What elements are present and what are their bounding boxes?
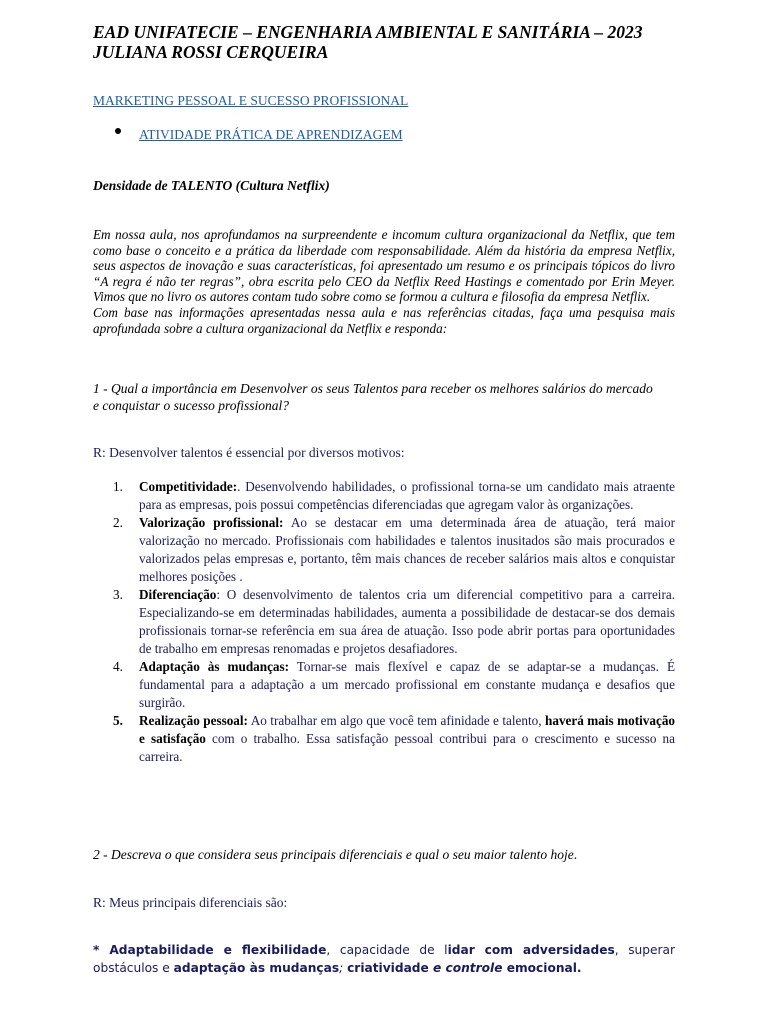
trait-creativity: criatividade [347, 961, 429, 975]
list-item-title: Diferenciação [139, 587, 217, 602]
section-subtitle: Densidade de TALENTO (Cultura Netflix) [93, 178, 330, 193]
trait-text: , superar obstáculos e [93, 943, 675, 975]
intro-paragraph-1: Em nossa aula, nos aprofundamos na surpreendente e incomum cultura organizacional da Netflix, que tem como base o conceito e a prática da liberdade com responsabilidade. Além da história da empresa Netflix, seus aspectos de inovação e suas características, foi apresentado um resumo e os principais tópicos do livro “A regra é não ter regras”, obra escrita pelo CEO da Netflix Reed Hastings e comentado por Erin Meyer. Vimos que no livro os autores contam tudo sobre como se formou a cultura e filosofia da empresa Netflix. [93, 227, 675, 305]
question-1: 1 - Qual a importância em Desenvolver os seus Talentos para receber os melhores salários do mercado e conquistar o sucesso profissional? [93, 381, 653, 413]
list-item-title: Valorização profissional: [139, 515, 284, 530]
list-item [93, 478, 675, 514]
trait-separator: ; [339, 961, 348, 975]
answer-1-intro: R: Desenvolver talentos é essencial por diversos motivos: [93, 445, 405, 460]
list-item-number: 5. [113, 713, 123, 728]
list-item [93, 712, 675, 766]
answer-2-intro: R: Meus principais diferenciais são: [93, 895, 288, 910]
trait-adversity: idar com adversidades [447, 943, 615, 957]
intro-paragraph-2: Com base nas informações apresentadas nessa aula e nas referências citadas, faça uma pesquisa mais aprofundada sobre a cultura organizacional da Netflix e responda: [93, 304, 675, 336]
list-item-title: Adaptação às mudanças: [139, 659, 290, 674]
list-item-text-2: com o trabalho. Essa satisfação pessoal contribui para o crescimento e sucesso na carreira. [139, 731, 676, 764]
list-item-title: Competitividade: [139, 479, 238, 494]
course-link[interactable]: MARKETING PESSOAL E SUCESSO PROFISSIONAL [93, 93, 409, 108]
question-2 [93, 847, 577, 864]
list-item-number: 4. [113, 659, 123, 674]
list-item-number: 1. [113, 479, 123, 494]
header-student-name: JULIANA ROSSI CERQUEIRA [93, 42, 329, 62]
list-item-text: Ao trabalhar em algo que você tem afinidade e talento, [247, 713, 542, 728]
list-item [93, 658, 675, 712]
trait-control: e controle [428, 961, 503, 975]
list-item-number: 2. [113, 515, 123, 530]
intro-text [93, 227, 675, 336]
list-item [93, 514, 675, 586]
bullet-icon [115, 128, 121, 134]
list-item-text: Ao se destacar em uma determinada área de atuação, terá maior valorização no mercado. Profissionais com habilidades e talentos inusitados são mais procurados e valorizados pelas empresas e, portanto, têm mais chances de receber salários mais altos e conquistar melhores posições . [139, 515, 675, 584]
question-2-text: 2 - Descreva o que considera seus principais diferenciais e qual o seu maior talento hoje [93, 847, 574, 862]
list-item-title: Realização pessoal: [139, 713, 248, 728]
trait-adaptation: adaptação às mudanças [173, 961, 340, 975]
list-item-title-2: haverá mais motivação e satisfação [139, 713, 676, 746]
question-2-period: . [573, 847, 578, 862]
list-item-text: Tornar-se mais flexível e capaz de se adaptar-se a mudanças. É fundamental para a adaptação a um mercado profissional em constante mudança e desafios que surgirão. [139, 659, 675, 710]
activity-link[interactable]: ATIVIDADE PRÁTICA DE APRENDIZAGEM [139, 127, 403, 142]
list-item-text: : O desenvolvimento de talentos cria um diferencial competitivo para a carreira. Especializando-se em determinadas habilidades, aumenta a possibilidade de destacar-se dos demais profissionais tornar-se referência em sua área de atuação. Isso pode abrir portas para oportunidades de trabalho em empresas renomadas e projetos desafiadores. [139, 587, 675, 656]
trait-adaptability: * Adaptabilidade e flexibilidade [93, 943, 327, 957]
list-item-number: 3. [113, 587, 123, 602]
trait-text: , capacidade de l [326, 943, 448, 957]
answer-1-list [93, 478, 675, 766]
header-course-line: EAD UNIFATECIE – ENGENHARIA AMBIENTAL E SANITÁRIA – 2023 [93, 22, 643, 42]
list-item [93, 586, 675, 658]
trait-emotional: emocional. [502, 961, 582, 975]
list-item-text: . Desenvolvendo habilidades, o profissional torna-se um candidato mais atraente para as empresas, pois possui competências diferenciadas que agregam valor às organizações. [139, 479, 675, 512]
traits-text [93, 941, 675, 977]
